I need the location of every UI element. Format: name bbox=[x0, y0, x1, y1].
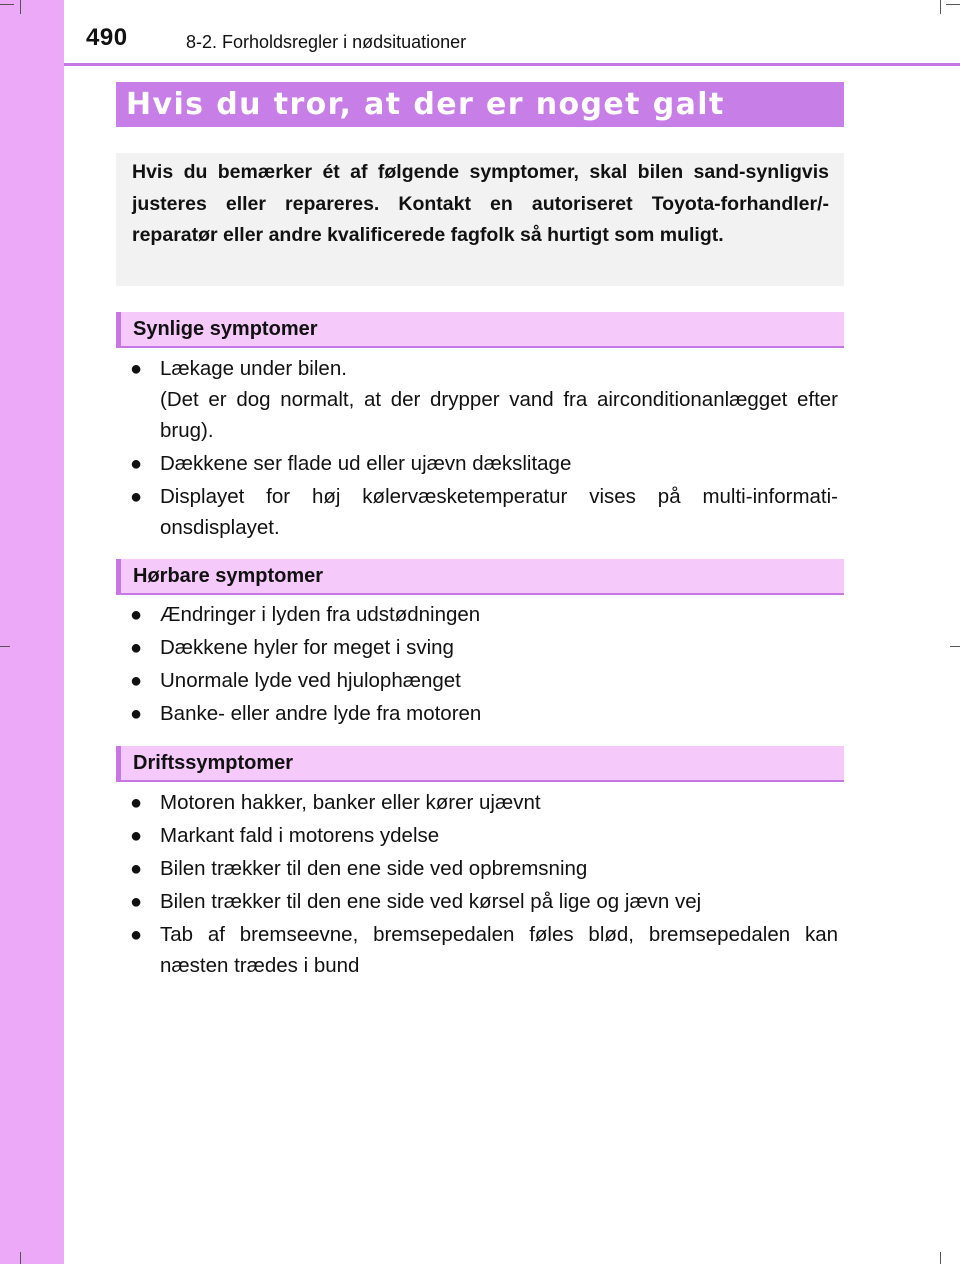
page-title: Hvis du tror, at der er noget galt bbox=[116, 82, 844, 127]
section-heading-label: Driftssymptomer bbox=[133, 752, 294, 774]
bullet-icon: ● bbox=[130, 858, 143, 880]
list-item bbox=[130, 886, 838, 917]
list-item-text: Ændringer i lyden fra udstødningen bbox=[160, 603, 481, 626]
list-item bbox=[130, 787, 838, 818]
crop-mark bbox=[20, 0, 21, 14]
bullet-icon: ● bbox=[130, 825, 143, 847]
section-heading-label: Synlige symptomer bbox=[133, 318, 318, 340]
page-number: 490 bbox=[86, 24, 128, 51]
list-item-text: Markant fald i motorens ydelse bbox=[160, 824, 440, 847]
symptom-list-audible bbox=[130, 599, 838, 731]
heading-accent bbox=[116, 312, 121, 346]
heading-accent bbox=[116, 559, 121, 593]
bullet-icon: ● bbox=[130, 891, 143, 913]
section-heading-label: Hørbare symptomer bbox=[133, 565, 324, 587]
list-item bbox=[130, 599, 838, 630]
section-heading-operational bbox=[116, 746, 844, 782]
list-item bbox=[130, 481, 838, 543]
list-item bbox=[130, 698, 838, 729]
bullet-icon: ● bbox=[130, 670, 143, 692]
list-item-text: Dækkene ser flade ud eller ujævn dækslitage bbox=[160, 452, 572, 475]
intro-text: Hvis du bemærker ét af følgende symptomer, skal bilen sand-synligvis justeres eller repareres. Kontakt en autoriseret Toyota-forhandler/-reparatør eller andre kvalificerede fagfolk så hurtigt som muligt. bbox=[132, 161, 829, 246]
bullet-icon: ● bbox=[130, 453, 143, 475]
section-path: 8-2. Forholdsregler i nødsituationer bbox=[186, 32, 467, 52]
list-item-text: Lækage under bilen. bbox=[160, 357, 347, 380]
intro-box bbox=[116, 153, 844, 286]
list-item-text: Dækkene hyler for meget i sving bbox=[160, 636, 454, 659]
list-item-text: Bilen trækker til den ene side ved opbremsning bbox=[160, 857, 588, 880]
bullet-icon: ● bbox=[130, 486, 143, 508]
list-item bbox=[130, 919, 838, 981]
list-item-text: Displayet for høj kølervæsketemperatur vises på multi-informati-onsdisplayet. bbox=[160, 485, 838, 539]
crop-mark bbox=[0, 4, 14, 5]
section-heading-audible bbox=[116, 559, 844, 595]
bullet-icon: ● bbox=[130, 924, 143, 946]
list-item bbox=[130, 853, 838, 884]
list-item bbox=[130, 632, 838, 663]
list-item bbox=[130, 448, 838, 479]
list-item bbox=[130, 665, 838, 696]
list-item-text: Bilen trækker til den ene side ved kørsel på lige og jævn vej bbox=[160, 890, 702, 913]
crop-mark bbox=[940, 1252, 941, 1264]
bullet-icon: ● bbox=[130, 637, 143, 659]
bullet-icon: ● bbox=[130, 703, 143, 725]
heading-accent bbox=[116, 746, 121, 780]
list-item-text: Unormale lyde ved hjulophænget bbox=[160, 669, 461, 692]
list-item bbox=[130, 820, 838, 851]
list-item-note: (Det er dog normalt, at der drypper vand fra airconditionanlægget efter brug). bbox=[160, 388, 838, 442]
crop-mark bbox=[940, 0, 941, 14]
bullet-icon: ● bbox=[130, 792, 143, 814]
side-band bbox=[0, 0, 64, 1264]
bullet-icon: ● bbox=[130, 604, 143, 626]
list-item-text: Tab af bremseevne, bremsepedalen føles blød, bremsepedalen kan næsten trædes i bund bbox=[160, 923, 838, 977]
section-heading-visible bbox=[116, 312, 844, 348]
symptom-list-visible bbox=[130, 353, 838, 545]
list-item-text: Banke- eller andre lyde fra motoren bbox=[160, 702, 482, 725]
crop-mark bbox=[0, 646, 10, 647]
crop-mark bbox=[946, 4, 960, 5]
list-item bbox=[130, 353, 838, 446]
crop-mark bbox=[20, 1252, 21, 1264]
list-item-text: Motoren hakker, banker eller kører ujævnt bbox=[160, 791, 541, 814]
crop-mark bbox=[950, 646, 960, 647]
header-rule bbox=[64, 63, 960, 66]
bullet-icon: ● bbox=[130, 358, 143, 380]
symptom-list-operational bbox=[130, 787, 838, 983]
